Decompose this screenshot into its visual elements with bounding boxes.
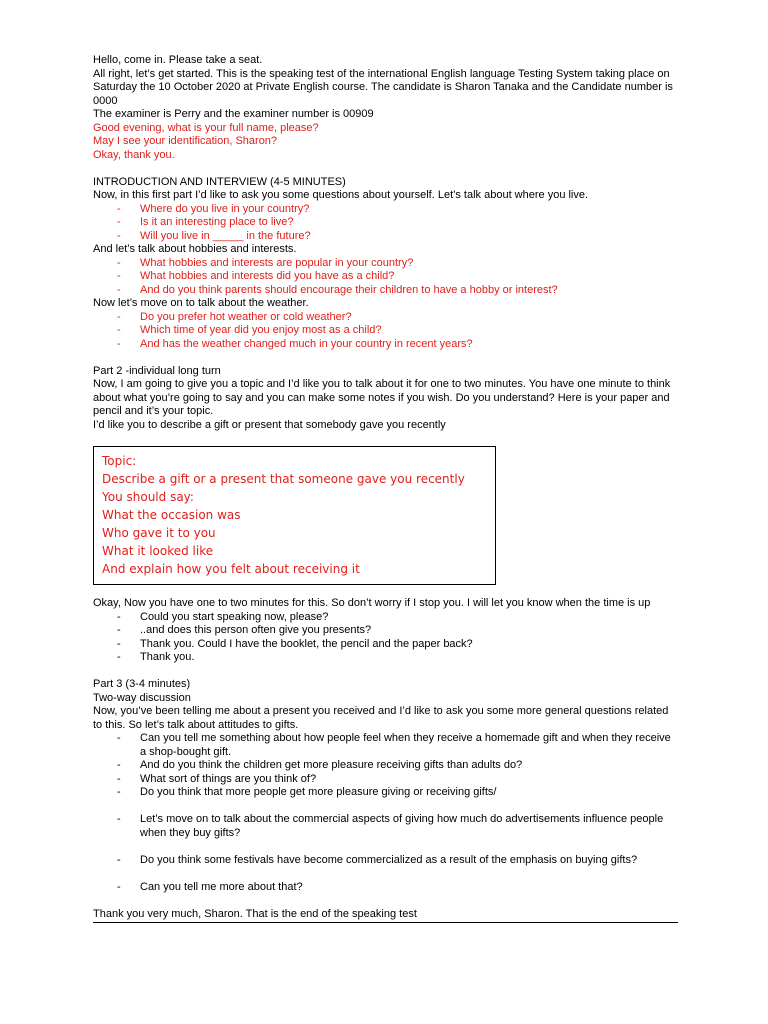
list-item: - Can you tell me more about that?: [93, 881, 678, 895]
list-item: - Do you prefer hot weather or cold weather?: [93, 311, 678, 325]
hobbies-questions-list: [93, 257, 678, 298]
commercial-question-list: [93, 813, 678, 840]
topic-card-line: What it looked like: [102, 544, 214, 558]
list-item: - What sort of things are you think of?: [93, 773, 678, 787]
list-item: - And do you think parents should encourage their children to have a hobby or interest?: [93, 284, 678, 298]
part1-intro: Now, in this first part I’d like to ask you some questions about yourself. Let’s talk about where you live.: [93, 189, 589, 201]
identification-question: May I see your identification, Sharon?: [93, 135, 278, 147]
hobbies-intro: And let’s talk about hobbies and interests.: [93, 243, 297, 255]
topic-card-line: What the occasion was: [102, 508, 241, 522]
part1-heading: INTRODUCTION AND INTERVIEW (4-5 MINUTES): [93, 175, 346, 188]
topic-card-line: You should say:: [102, 490, 194, 504]
list-item: - Is it an interesting place to live?: [93, 216, 678, 230]
topic-card-title: Topic:: [102, 454, 137, 468]
topic-card: [93, 446, 496, 585]
list-item: - Which time of year did you enjoy most as a child?: [93, 324, 678, 338]
list-item: - Could you start speaking now, please?: [93, 611, 678, 625]
part2-questions-list: [93, 611, 678, 665]
list-item: - ..and does this person often give you presents?: [93, 624, 678, 638]
part3-intro: Now, you’ve been telling me about a present you received and I’d like to ask you some more general questions related to this. So let’s talk about attitudes to gifts.: [93, 705, 669, 731]
list-item: - What hobbies and interests are popular in your country?: [93, 257, 678, 271]
greeting-line: Hello, come in. Please take a seat.: [93, 54, 263, 66]
list-item: - Where do you live in your country?: [93, 203, 678, 217]
closing-line: Thank you very much, Sharon. That is the end of the speaking test: [93, 908, 678, 924]
list-item: - Can you tell me something about how people feel when they receive a homemade gift and when they receive a shop-bought gift.: [93, 732, 678, 759]
list-item: - And do you think the children get more pleasure receiving gifts than adults do?: [93, 759, 678, 773]
weather-questions-list: [93, 311, 678, 352]
topic-card-line: Who gave it to you: [102, 526, 216, 540]
part2-intro: Now, I am going to give you a topic and I’d like you to talk about it for one to two minutes. You have one minute to think about what you’re going to say and you can make some notes if you wish. Do you understand? Here is your paper and pencil and it’s your topic.: [93, 378, 671, 417]
part3-subheading: Two-way discussion: [93, 691, 191, 704]
list-item: - And has the weather changed much in your country in recent years?: [93, 338, 678, 352]
weather-intro: Now let’s move on to talk about the weather.: [93, 297, 309, 309]
part3-questions-list: [93, 732, 678, 800]
full-name-question: Good evening, what is your full name, please?: [93, 121, 319, 134]
list-item: - Thank you. Could I have the booklet, the pencil and the paper back?: [93, 638, 678, 652]
list-item: - Will you live in _____ in the future?: [93, 230, 678, 244]
list-item: - Thank you.: [93, 651, 678, 665]
part2-heading: Part 2 -individual long turn: [93, 364, 221, 377]
part2-request: I’d like you to describe a gift or present that somebody gave you recently: [93, 418, 446, 431]
thank-you-line: Okay, thank you.: [93, 148, 175, 161]
followup-question-list: [93, 881, 678, 895]
list-item: - What hobbies and interests did you have as a child?: [93, 270, 678, 284]
list-item: - Let’s move on to talk about the commercial aspects of giving how much do advertisements influence people when they buy gifts?: [93, 813, 678, 840]
transcript-body: [93, 54, 678, 923]
test-introduction: All right, let’s get started. This is the speaking test of the international English language Testing System taking place on Saturday the 10 October 2020 at Private English course. The candidate is Sharon Tanaka and the Candidate number is 0000: [93, 67, 673, 107]
topic-card-line: And explain how you felt about receiving it: [102, 562, 360, 576]
festivals-question-list: [93, 854, 678, 868]
where-questions-list: [93, 203, 678, 244]
part3-heading: Part 3 (3-4 minutes): [93, 678, 191, 690]
examiner-line: The examiner is Perry and the examiner number is 00909: [93, 108, 374, 120]
topic-card-line: Describe a gift or a present that someone gave you recently: [102, 472, 465, 486]
after-topic-instructions: Okay, Now you have one to two minutes for this. So don’t worry if I stop you. I will let you know when the time is up: [93, 597, 651, 609]
list-item: - Do you think some festivals have become commercialized as a result of the emphasis on buying gifts?: [93, 854, 678, 868]
list-item: - Do you think that more people get more pleasure giving or receiving gifts/: [93, 786, 678, 800]
